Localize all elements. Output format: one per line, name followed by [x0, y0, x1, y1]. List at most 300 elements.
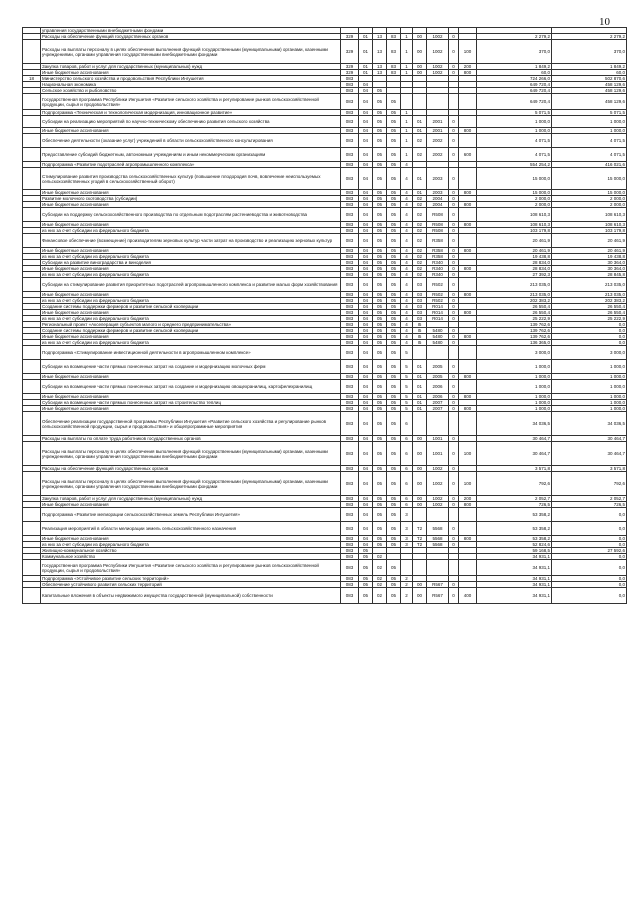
row-cs5: 0 — [449, 228, 459, 234]
row-rz: 01 — [359, 40, 373, 64]
row-sum-2: 1 849,2 — [552, 64, 627, 70]
row-sum-1: 15 000,0 — [477, 190, 552, 196]
row-cs4: 1002 — [427, 502, 449, 508]
row-rz: 04 — [359, 82, 373, 88]
table-row — [23, 472, 627, 496]
row-cs1: 05 — [387, 168, 401, 190]
row-rz: 04 — [359, 196, 373, 202]
row-cs2: 1 — [401, 34, 413, 40]
row-vr — [459, 560, 477, 576]
row-ved: 083 — [341, 412, 359, 436]
row-cs2: 4 — [401, 162, 413, 168]
table-row — [23, 560, 627, 576]
row-sum-2: 20 461,9 — [552, 248, 627, 254]
budget-table-body — [23, 28, 627, 604]
row-name: Закупка товаров, работ и услуг для государственных (муниципальных) нужд — [41, 64, 341, 70]
row-sum-2: 0,0 — [552, 328, 627, 334]
row-cs1: 05 — [387, 328, 401, 334]
row-cs3: T2 — [413, 536, 427, 542]
row-sum-1: 2 000,0 — [477, 196, 552, 202]
row-cs4 — [427, 560, 449, 576]
row-cs1: 05 — [387, 360, 401, 374]
row-cs1: 05 — [387, 334, 401, 340]
row-name: Иные бюджетные ассигнования — [41, 70, 341, 76]
row-rz: 04 — [359, 380, 373, 394]
row-ved: 083 — [341, 82, 359, 88]
row-cs2: 2 — [401, 588, 413, 604]
row-sum-1: 1 000,0 — [477, 406, 552, 412]
row-cs2: 4 — [401, 196, 413, 202]
row-vr: 800 — [459, 128, 477, 134]
row-cs3 — [413, 412, 427, 436]
row-sum-2: 25 222,9 — [552, 316, 627, 322]
row-sum-1: 19 438,8 — [477, 254, 552, 260]
row-ved: 083 — [341, 328, 359, 334]
row-pr: 05 — [373, 162, 387, 168]
row-vr — [459, 508, 477, 522]
row-name: Подпрограмма «Техническая и технологическая модернизация, инновационное развитие» — [41, 110, 341, 116]
row-cs5: 0 — [449, 248, 459, 254]
row-rz: 04 — [359, 502, 373, 508]
row-cs3: 02 — [413, 222, 427, 228]
row-ved: 083 — [341, 266, 359, 272]
row-sum-1: 30 464,7 — [477, 442, 552, 466]
row-cs1: 05 — [387, 310, 401, 316]
row-cs5: 0 — [449, 272, 459, 278]
row-cs3: 01 — [413, 116, 427, 128]
row-name: из них за счет субсидии из федерального бюджета — [41, 340, 341, 346]
row-cs4: 1001 — [427, 436, 449, 442]
row-cs3: 01 — [413, 168, 427, 190]
row-cs4: 2003 — [427, 168, 449, 190]
row-sum-1: 1 000,0 — [477, 394, 552, 400]
row-ved: 083 — [341, 298, 359, 304]
row-cs4: R340 — [427, 260, 449, 266]
row-pr: 05 — [373, 116, 387, 128]
row-sum-2: 2 000,0 — [552, 202, 627, 208]
row-cs5: 0 — [449, 472, 459, 496]
row-cs2: 4 — [401, 202, 413, 208]
row-cs2: 4 — [401, 266, 413, 272]
row-sum-1: 370,0 — [477, 40, 552, 64]
row-cs1: 05 — [387, 148, 401, 162]
row-rz: 04 — [359, 496, 373, 502]
row-cs3: 02 — [413, 248, 427, 254]
row-cs2: 5 — [401, 406, 413, 412]
row-pr: 13 — [373, 70, 387, 76]
table-row — [23, 442, 627, 466]
row-pr: 05 — [373, 542, 387, 548]
row-vr: 800 — [459, 374, 477, 380]
row-cs2: 3 — [401, 542, 413, 548]
row-name: Подпрограмма «Развитие подотраслей агропромышленного комплекса» — [41, 162, 341, 168]
row-rz: 05 — [359, 582, 373, 588]
row-sum-1: 1 849,2 — [477, 64, 552, 70]
table-row — [23, 168, 627, 190]
row-sum-1: 15 000,0 — [477, 168, 552, 190]
table-row — [23, 116, 627, 128]
row-pr: 05 — [373, 472, 387, 496]
row-cs5: 0 — [449, 40, 459, 64]
row-sum-2: 1 000,0 — [552, 374, 627, 380]
row-rz: 04 — [359, 94, 373, 110]
row-sum-1: 53 358,2 — [477, 522, 552, 536]
row-number — [23, 472, 41, 496]
row-pr: 05 — [373, 412, 387, 436]
row-cs1: 05 — [387, 304, 401, 310]
row-rz: 05 — [359, 554, 373, 560]
row-cs2: 5 — [401, 374, 413, 380]
row-sum-1: 59 168,5 — [477, 548, 552, 554]
row-ved: 329 — [341, 40, 359, 64]
row-sum-2: 1 000,0 — [552, 116, 627, 128]
row-vr: 100 — [459, 472, 477, 496]
row-cs1: 05 — [387, 374, 401, 380]
row-cs3: I5 — [413, 328, 427, 334]
row-cs2: 4 — [401, 208, 413, 222]
row-cs4: 2001 — [427, 128, 449, 134]
row-number — [23, 560, 41, 576]
row-rz: 04 — [359, 466, 373, 472]
row-cs5 — [449, 346, 459, 360]
row-pr: 05 — [373, 272, 387, 278]
row-name: Субсидии на поддержку сельскохозяйственного производства по отдельным подотраслям растениеводства и животноводства — [41, 208, 341, 222]
row-sum-1: 30 464,7 — [477, 436, 552, 442]
row-sum-1: 3 000,0 — [477, 346, 552, 360]
row-ved: 083 — [341, 436, 359, 442]
row-cs4: 5480 — [427, 334, 449, 340]
row-sum-2: 26 550,4 — [552, 310, 627, 316]
row-sum-1: 34 931,1 — [477, 576, 552, 582]
row-cs4: R340 — [427, 272, 449, 278]
row-name: Иные бюджетные ассигнования — [41, 374, 341, 380]
row-sum-2: 0,0 — [552, 588, 627, 604]
row-sum-2: 1 000,0 — [552, 360, 627, 374]
row-pr: 02 — [373, 554, 387, 560]
row-pr: 05 — [373, 254, 387, 260]
row-sum-1: 2 000,0 — [477, 202, 552, 208]
row-vr: 800 — [459, 248, 477, 254]
row-pr: 13 — [373, 40, 387, 64]
row-sum-1: 649 720,4 — [477, 88, 552, 94]
row-cs3: T2 — [413, 542, 427, 548]
row-sum-2: 2 000,0 — [552, 196, 627, 202]
row-rz: 04 — [359, 202, 373, 208]
row-sum-2: 502 870,6 — [552, 76, 627, 82]
row-cs5: 0 — [449, 196, 459, 202]
row-sum-2: 1 000,0 — [552, 394, 627, 400]
row-cs4: 2007 — [427, 406, 449, 412]
row-rz: 04 — [359, 436, 373, 442]
row-name: Коммунальное хозяйство — [41, 554, 341, 560]
row-ved: 083 — [341, 116, 359, 128]
row-pr: 05 — [373, 316, 387, 322]
row-cs1: 05 — [387, 196, 401, 202]
row-cs2: 1 — [401, 40, 413, 64]
row-number — [23, 522, 41, 536]
row-sum-2: 26 550,4 — [552, 304, 627, 310]
row-ved: 083 — [341, 248, 359, 254]
row-name: Иные бюджетные ассигнования — [41, 222, 341, 228]
row-cs5: 0 — [449, 536, 459, 542]
row-cs4: 2007 — [427, 400, 449, 406]
row-cs2: 6 — [401, 442, 413, 466]
row-cs1: 05 — [387, 228, 401, 234]
row-ved: 083 — [341, 316, 359, 322]
row-name: из них за счет субсидии из федерального бюджета — [41, 254, 341, 260]
row-cs5: 0 — [449, 442, 459, 466]
row-sum-1: 213 035,0 — [477, 292, 552, 298]
row-name: Обеспечение реализации государственной программы Республики Ингушетия «Развитие сельского хозяйства и регулирование рынков сельскохозяйственной продукции, сырья и продовольствия» и общепрограммные мероприятия — [41, 412, 341, 436]
row-sum-2: 0,0 — [552, 554, 627, 560]
row-cs3: 03 — [413, 298, 427, 304]
row-pr: 05 — [373, 260, 387, 266]
row-ved: 083 — [341, 222, 359, 228]
table-row — [23, 208, 627, 222]
row-name: Субсидии на развитие виноградарства и виноделия — [41, 260, 341, 266]
row-cs2: 4 — [401, 222, 413, 228]
row-rz: 01 — [359, 70, 373, 76]
row-rz: 04 — [359, 346, 373, 360]
row-cs5: 0 — [449, 208, 459, 222]
row-cs1: 05 — [387, 202, 401, 208]
row-cs5: 0 — [449, 304, 459, 310]
row-cs1: 05 — [387, 278, 401, 292]
table-row — [23, 522, 627, 536]
row-rz: 04 — [359, 228, 373, 234]
row-rz: 04 — [359, 266, 373, 272]
row-name: Подпрограмма «Стимулирование инвестиционной деятельности в агропромышленном комплексе» — [41, 346, 341, 360]
row-vr — [459, 168, 477, 190]
row-rz: 04 — [359, 412, 373, 436]
table-row — [23, 346, 627, 360]
row-rz: 04 — [359, 394, 373, 400]
row-rz: 04 — [359, 406, 373, 412]
row-pr: 05 — [373, 196, 387, 202]
row-vr: 800 — [459, 334, 477, 340]
row-pr: 05 — [373, 442, 387, 466]
row-sum-1: 20 461,9 — [477, 234, 552, 248]
row-vr: 800 — [459, 222, 477, 228]
row-cs5: 0 — [449, 254, 459, 260]
row-rz: 04 — [359, 542, 373, 548]
row-number — [23, 208, 41, 222]
row-pr: 05 — [373, 374, 387, 380]
row-pr: 05 — [373, 328, 387, 334]
row-cs2: 4 — [401, 316, 413, 322]
row-cs5: 0 — [449, 582, 459, 588]
row-name: Иные бюджетные ассигнования — [41, 394, 341, 400]
row-sum-2: 213 035,0 — [552, 278, 627, 292]
row-sum-1: 2 052,7 — [477, 496, 552, 502]
row-cs2: 4 — [401, 310, 413, 316]
row-cs1: 05 — [387, 162, 401, 168]
row-sum-1: 1 000,0 — [477, 128, 552, 134]
row-cs3: 02 — [413, 228, 427, 234]
row-cs4: 2005 — [427, 374, 449, 380]
row-cs3: 02 — [413, 134, 427, 148]
row-number — [23, 94, 41, 110]
row-cs5: 0 — [449, 374, 459, 380]
row-cs4: R567 — [427, 582, 449, 588]
row-vr: 800 — [459, 536, 477, 542]
table-row — [23, 94, 627, 110]
row-cs1: 05 — [387, 542, 401, 548]
row-name: Финансовое обеспечение (возмещение) производителям зерновых культур части затрат на производство и реализацию зерновых культур — [41, 234, 341, 248]
row-sum-2: 1 000,0 — [552, 128, 627, 134]
row-cs1: 05 — [387, 298, 401, 304]
row-cs1: 05 — [387, 406, 401, 412]
row-name: Расходы на обеспечение функций государственных органов — [41, 466, 341, 472]
row-cs5: 0 — [449, 340, 459, 346]
row-cs4: 2001 — [427, 116, 449, 128]
row-ved: 083 — [341, 196, 359, 202]
row-rz: 04 — [359, 304, 373, 310]
row-sum-1: 1 000,0 — [477, 380, 552, 394]
row-pr: 02 — [373, 582, 387, 588]
row-cs5: 0 — [449, 70, 459, 76]
row-cs3: T2 — [413, 522, 427, 536]
row-cs4: R014 — [427, 316, 449, 322]
row-rz: 04 — [359, 472, 373, 496]
row-cs3: 03 — [413, 310, 427, 316]
row-cs3: 00 — [413, 40, 427, 64]
row-cs5: 0 — [449, 360, 459, 374]
row-sum-2: 726,5 — [552, 502, 627, 508]
row-sum-1: 139 762,6 — [477, 328, 552, 334]
table-row — [23, 588, 627, 604]
row-name: управления государственными внебюджетными фондами — [41, 28, 341, 34]
row-sum-2: 30 364,0 — [552, 266, 627, 272]
row-sum-2: 0,0 — [552, 522, 627, 536]
row-cs1: 05 — [387, 466, 401, 472]
row-sum-2: 3 000,0 — [552, 346, 627, 360]
row-name: из них за счет субсидии из федерального бюджета — [41, 298, 341, 304]
row-sum-1: 34 931,1 — [477, 560, 552, 576]
row-rz: 04 — [359, 272, 373, 278]
row-sum-2: 30 464,7 — [552, 436, 627, 442]
row-cs1: 05 — [387, 472, 401, 496]
row-ved: 083 — [341, 548, 359, 554]
row-sum-1: 53 358,2 — [477, 508, 552, 522]
row-pr: 05 — [373, 346, 387, 360]
row-ved: 083 — [341, 466, 359, 472]
row-vr: 800 — [459, 310, 477, 316]
row-sum-1: 28 834,0 — [477, 260, 552, 266]
row-cs2: 4 — [401, 278, 413, 292]
row-name: Субсидии на возмещение части прямых понесенных затрат на создание и модернизацию овощехранилищ, картофелехранилищ — [41, 380, 341, 394]
row-cs1: 05 — [387, 508, 401, 522]
row-cs4: R508 — [427, 222, 449, 228]
row-number — [23, 508, 41, 522]
row-cs2: 4 — [401, 248, 413, 254]
row-sum-1: 52 824,6 — [477, 542, 552, 548]
row-pr: 05 — [373, 322, 387, 328]
row-cs2: 6 — [401, 412, 413, 436]
row-cs1: 83 — [387, 34, 401, 40]
row-pr: 05 — [373, 340, 387, 346]
row-sum-2: 28 845,8 — [552, 272, 627, 278]
row-name: Подпрограмма «Устойчивое развитие сельских территорий» — [41, 576, 341, 582]
row-ved: 083 — [341, 360, 359, 374]
row-name: Иные бюджетные ассигнования — [41, 536, 341, 542]
row-cs4: 2003 — [427, 190, 449, 196]
row-sum-1: 108 610,3 — [477, 208, 552, 222]
row-rz: 04 — [359, 190, 373, 196]
row-cs4: 2002 — [427, 134, 449, 148]
row-number — [23, 360, 41, 374]
row-pr: 05 — [373, 522, 387, 536]
row-pr: 05 — [373, 148, 387, 162]
row-ved: 083 — [341, 88, 359, 94]
row-cs2: 4 — [401, 260, 413, 266]
row-rz: 04 — [359, 334, 373, 340]
row-cs4: R502 — [427, 292, 449, 298]
row-sum-2: 0,0 — [552, 576, 627, 582]
row-ved: 083 — [341, 508, 359, 522]
row-cs2: 1 — [401, 110, 413, 116]
row-cs3 — [413, 346, 427, 360]
row-sum-1: 3 571,8 — [477, 466, 552, 472]
table-row — [23, 380, 627, 394]
row-cs3: 02 — [413, 254, 427, 260]
row-sum-2: 792,6 — [552, 472, 627, 496]
row-cs1: 05 — [387, 110, 401, 116]
row-sum-2: 108 610,3 — [552, 208, 627, 222]
row-cs3 — [413, 94, 427, 110]
table-row — [23, 412, 627, 436]
row-vr — [459, 346, 477, 360]
row-cs4: 2005 — [427, 360, 449, 374]
row-vr: 200 — [459, 496, 477, 502]
row-cs2: 5 — [401, 400, 413, 406]
row-cs4: 1002 — [427, 40, 449, 64]
row-sum-1: 5 071,5 — [477, 110, 552, 116]
row-pr: 05 — [373, 110, 387, 116]
row-name: из них за счет субсидии из федерального бюджета — [41, 316, 341, 322]
row-cs2: 4 — [401, 334, 413, 340]
row-cs1: 05 — [387, 292, 401, 298]
row-cs2: 6 — [401, 502, 413, 508]
row-pr: 05 — [373, 508, 387, 522]
row-cs4: 1002 — [427, 34, 449, 40]
row-pr: 05 — [373, 190, 387, 196]
row-cs1: 05 — [387, 128, 401, 134]
row-rz: 04 — [359, 222, 373, 228]
row-sum-1: 1 000,0 — [477, 400, 552, 406]
row-sum-2: 0,0 — [552, 536, 627, 542]
row-rz: 04 — [359, 116, 373, 128]
row-vr: 600 — [459, 148, 477, 162]
row-vr — [459, 380, 477, 394]
row-cs3: 01 — [413, 190, 427, 196]
row-name: Субсидии на стимулирование развития приоритетных подотраслей агропромышленного комплекса и развитие малых форм хозяйствования — [41, 278, 341, 292]
row-ved: 083 — [341, 260, 359, 266]
row-sum-2: 213 035,0 — [552, 292, 627, 298]
row-cs2: 4 — [401, 254, 413, 260]
row-cs4: R358 — [427, 254, 449, 260]
row-cs2: 4 — [401, 168, 413, 190]
row-cs3: 03 — [413, 304, 427, 310]
row-pr: 05 — [373, 496, 387, 502]
row-cs4: R014 — [427, 310, 449, 316]
row-cs5: 0 — [449, 234, 459, 248]
row-pr: 05 — [373, 400, 387, 406]
row-sum-1: 649 720,4 — [477, 82, 552, 88]
row-sum-1: 60,0 — [477, 70, 552, 76]
row-pr: 05 — [373, 234, 387, 248]
row-sum-1: 20 461,9 — [477, 248, 552, 254]
